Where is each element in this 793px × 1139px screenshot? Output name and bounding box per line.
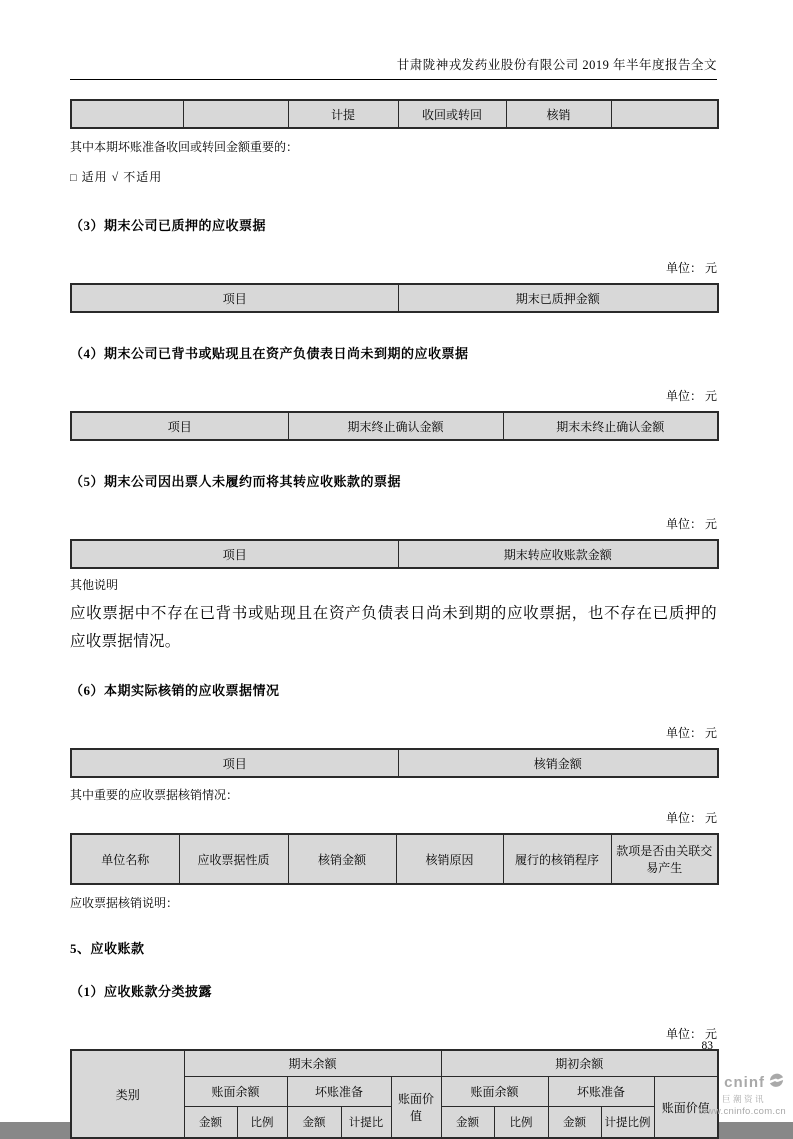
unit-label: 单位： 元 [665, 261, 717, 275]
applicable-label: 适用 [81, 170, 108, 184]
unit-label: 单位： 元 [665, 1027, 717, 1041]
category-header-cell: 类别 [71, 1050, 184, 1138]
bad-debt-provision-header-cell: 坏账准备 [548, 1077, 654, 1107]
bad-debt-change-table [70, 99, 719, 129]
unit-label: 单位： 元 [665, 811, 717, 825]
table-header-cell: 应收票据性质 [179, 834, 288, 884]
provision-ratio-header-cell: 计提比例 [601, 1107, 654, 1139]
table-row [71, 749, 718, 777]
section5-title: （5）期末公司因出票人未履约而将其转应收账款的票据 [70, 474, 402, 489]
writeoff-notes-table [70, 748, 719, 778]
other-note-label: 其他说明 [70, 578, 119, 592]
table-row [71, 412, 718, 440]
endorsed-notes-table [70, 411, 719, 441]
ratio-header-cell: 比例 [494, 1107, 548, 1139]
transferred-notes-table [70, 539, 719, 569]
cninfo-swirl-icon [767, 1072, 786, 1093]
amount-header-cell: 金额 [548, 1107, 601, 1139]
table-header-cell: 收回或转回 [398, 100, 506, 128]
other-note-paragraph: 应收票据中不存在已背书或贴现且在资产负债表日尚未到期的应收票据，也不存在已质押的应收票据情况。 [70, 605, 717, 650]
section6-title: （6）本期实际核销的应收票据情况 [70, 683, 280, 698]
book-value-header-cell: 账面价值 [654, 1077, 718, 1139]
important-writeoffs-note: 其中重要的应收票据核销情况： [70, 788, 239, 802]
table-header-cell: 核销原因 [396, 834, 503, 884]
table-header-cell: 项目 [71, 540, 398, 568]
bad-debt-provision-header-cell: 坏账准备 [287, 1077, 391, 1107]
amount-header-cell: 金额 [441, 1107, 494, 1139]
table-header-cell: 项目 [71, 284, 398, 312]
table-header-cell: 期末终止确认金额 [288, 412, 503, 440]
checkbox-unchecked-icon: □ [70, 172, 78, 184]
check-mark-icon: √ [111, 170, 120, 184]
table-row [71, 834, 718, 884]
classification-subtitle: （1）应收账款分类披露 [70, 984, 213, 999]
book-balance-header-cell: 账面余额 [441, 1077, 548, 1107]
table-header-cell: 项目 [71, 749, 398, 777]
table-header-cell: 核销金额 [398, 749, 718, 777]
writeoff-note: 应收票据核销说明： [70, 896, 179, 910]
unit-label: 单位： 元 [665, 517, 717, 531]
book-balance-header-cell: 账面余额 [184, 1077, 287, 1107]
amount-header-cell: 金额 [184, 1107, 237, 1139]
cninfo-brand-label: cninf [724, 1074, 765, 1091]
page-number: 83 [701, 1040, 713, 1052]
provision-ratio-header-cell: 计提比 [341, 1107, 391, 1139]
table-header-cell [611, 100, 718, 128]
table-header-cell: 计提 [288, 100, 398, 128]
table-header-cell: 期末转应收账款金额 [398, 540, 718, 568]
recovery-note: 其中本期坏账准备收回或转回金额重要的： [70, 140, 299, 154]
table-header-cell [183, 100, 288, 128]
report-header-title: 甘肃陇神戎发药业股份有限公司 2019 年半年度报告全文 [70, 55, 717, 80]
table-header-cell: 核销 [506, 100, 611, 128]
receivables-classification-table [70, 1049, 719, 1139]
accounts-receivable-title: 5、应收账款 [70, 941, 145, 956]
cninfo-watermark [700, 1072, 789, 1116]
table-header-cell: 期末未终止确认金额 [503, 412, 718, 440]
table-header-cell: 履行的核销程序 [503, 834, 611, 884]
book-value-header-cell: 账面价值 [391, 1077, 441, 1139]
section4-title: （4）期末公司已背书或贴现且在资产负债表日尚未到期的应收票据 [70, 346, 469, 361]
section3-title: （3）期末公司已质押的应收票据 [70, 218, 267, 233]
table-header-cell: 款项是否由关联交易产生 [611, 834, 718, 884]
table-header-cell [71, 100, 183, 128]
ratio-header-cell: 比例 [237, 1107, 287, 1139]
applicable-line [70, 168, 717, 185]
table-header-cell: 单位名称 [71, 834, 179, 884]
not-applicable-label: 不适用 [123, 170, 163, 184]
beginning-balance-header-cell: 期初余额 [441, 1050, 718, 1077]
unit-label: 单位： 元 [665, 389, 717, 403]
table-row [71, 284, 718, 312]
page-content [70, 0, 717, 1139]
cninfo-url: www.cninfo.com.cn [699, 1105, 786, 1117]
cninfo-cn-name: 巨潮资讯 [721, 1094, 766, 1104]
pledged-notes-table [70, 283, 719, 313]
table-row [71, 540, 718, 568]
table-row [71, 100, 718, 128]
table-header-cell: 期末已质押金额 [398, 284, 718, 312]
unit-label: 单位： 元 [665, 726, 717, 740]
amount-header-cell: 金额 [287, 1107, 341, 1139]
table-row [71, 1050, 718, 1077]
writeoff-detail-table [70, 833, 719, 885]
table-header-cell: 核销金额 [288, 834, 396, 884]
table-header-cell: 项目 [71, 412, 288, 440]
ending-balance-header-cell: 期末余额 [184, 1050, 441, 1077]
